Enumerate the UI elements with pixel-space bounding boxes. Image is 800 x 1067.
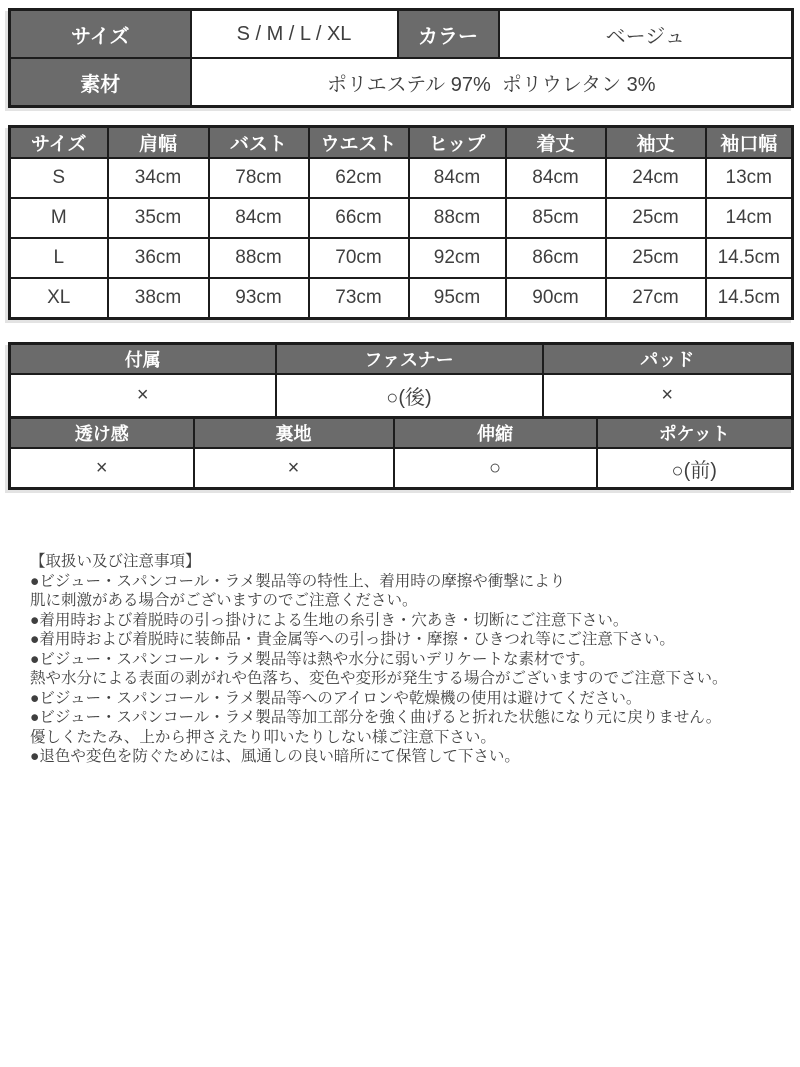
measurement-cell: 27cm	[606, 278, 706, 319]
feature-header: 裏地	[194, 418, 394, 449]
feature-value: ×	[10, 448, 194, 489]
measurement-cell: 93cm	[209, 278, 309, 319]
features-a-header-row	[10, 344, 793, 375]
measurement-cell: 24cm	[606, 158, 706, 198]
measurement-cell: 25cm	[606, 198, 706, 238]
features-b-header-row	[10, 418, 793, 449]
note-line: 熱や水分による表面の剥がれや色落ち、変色や変形が発生する場合がございますのでご注意下さい。	[30, 670, 728, 687]
note-line: ●着用時および着脱時に装飾品・貴金属等への引っ掛け・摩擦・ひきつれ等にご注意下さい。	[30, 631, 675, 648]
measurement-cell: 38cm	[108, 278, 209, 319]
measurement-cell: 14.5cm	[706, 278, 793, 319]
feature-header: 透け感	[10, 418, 194, 449]
measurements-header-row	[10, 127, 793, 159]
measurement-cell: 34cm	[108, 158, 209, 198]
measurement-cell: 84cm	[506, 158, 606, 198]
measurement-cell: 95cm	[409, 278, 506, 319]
measurement-cell: 78cm	[209, 158, 309, 198]
color-label: カラー	[398, 10, 499, 59]
note-line: ●ビジュー・スパンコール・ラメ製品等は熱や水分に弱いデリケートな素材です。	[30, 650, 595, 668]
measurement-header: 着丈	[506, 127, 606, 159]
features-b-value-row	[10, 448, 793, 489]
measurement-header: バスト	[209, 127, 309, 159]
measurement-row-xl	[10, 278, 793, 319]
measurement-cell: 14cm	[706, 198, 793, 238]
measurement-cell: 84cm	[209, 198, 309, 238]
measurement-cell: 92cm	[409, 238, 506, 278]
note-line: 肌に刺激がある場合がございますのでご注意ください。	[30, 592, 418, 609]
note-line: ●ビジュー・スパンコール・ラメ製品等へのアイロンや乾燥機の使用は避けてください。	[30, 689, 642, 707]
material-label: 素材	[10, 58, 191, 107]
measurement-row-s	[10, 158, 793, 198]
feature-value: ×	[10, 374, 276, 418]
measurement-cell: 90cm	[506, 278, 606, 319]
feature-header: ファスナー	[276, 344, 543, 375]
feature-header: パッド	[543, 344, 793, 375]
feature-value: ×	[194, 448, 394, 489]
measurement-cell: 86cm	[506, 238, 606, 278]
features-table-a	[8, 342, 794, 419]
feature-value: ○(後)	[276, 374, 543, 418]
measurement-row-m	[10, 198, 793, 238]
note-line: ●退色や変色を防ぐためには、風通しの良い暗所にて保管して下さい。	[30, 748, 520, 765]
size-color-material-table	[8, 8, 794, 108]
measurement-cell: 13cm	[706, 158, 793, 198]
features-table-b	[8, 416, 794, 490]
measurement-cell: 66cm	[309, 198, 409, 238]
measurement-cell: 88cm	[209, 238, 309, 278]
feature-header: 付属	[10, 344, 276, 375]
measurement-cell: 62cm	[309, 158, 409, 198]
measurement-header: 袖丈	[606, 127, 706, 159]
measurement-header: 肩幅	[108, 127, 209, 159]
handling-notes	[30, 552, 781, 767]
measurement-cell: 70cm	[309, 238, 409, 278]
measurement-header: ウエスト	[309, 127, 409, 159]
note-line: ●着用時および着脱時の引っ掛けによる生地の糸引き・穴あき・切断にご注意下さい。	[30, 611, 629, 629]
note-line: 優しくたたみ、上から押さえたり叩いたりしない様ご注意下さい。	[30, 728, 496, 746]
feature-value: ○(前)	[597, 448, 793, 489]
feature-header: ポケット	[597, 418, 793, 449]
note-line: ●ビジュー・スパンコール・ラメ製品等の特性上、着用時の摩擦や衝撃により	[30, 572, 566, 590]
measurement-cell: 36cm	[108, 238, 209, 278]
measurement-cell: 14.5cm	[706, 238, 793, 278]
color-value: ベージュ	[499, 10, 793, 59]
measurement-cell: 85cm	[506, 198, 606, 238]
measurement-cell: 73cm	[309, 278, 409, 319]
measurement-cell: 84cm	[409, 158, 506, 198]
material-row	[10, 58, 793, 107]
size-row-label: S	[10, 158, 108, 198]
feature-header: 伸縮	[394, 418, 597, 449]
measurement-header: サイズ	[10, 127, 108, 159]
measurement-header: 袖口幅	[706, 127, 793, 159]
measurement-row-l	[10, 238, 793, 278]
note-line: ●ビジュー・スパンコール・ラメ製品等加工部分を強く曲げると折れた状態になり元に戻りません。	[30, 709, 722, 726]
measurement-cell: 25cm	[606, 238, 706, 278]
size-row-label: M	[10, 198, 108, 238]
size-row-label: L	[10, 238, 108, 278]
size-row-label: XL	[10, 278, 108, 319]
material-value: ポリエステル 97% ポリウレタン 3%	[191, 58, 793, 107]
features-a-value-row	[10, 374, 793, 418]
measurement-header: ヒップ	[409, 127, 506, 159]
measurement-cell: 35cm	[108, 198, 209, 238]
size-label: サイズ	[10, 10, 191, 59]
feature-value: ○	[394, 448, 597, 489]
measurement-cell: 88cm	[409, 198, 506, 238]
notes-title: 【取扱い及び注意事項】	[30, 553, 201, 570]
feature-value: ×	[543, 374, 793, 418]
size-value: S / M / L / XL	[191, 10, 398, 59]
size-color-row	[10, 10, 793, 59]
measurements-table	[8, 125, 794, 320]
